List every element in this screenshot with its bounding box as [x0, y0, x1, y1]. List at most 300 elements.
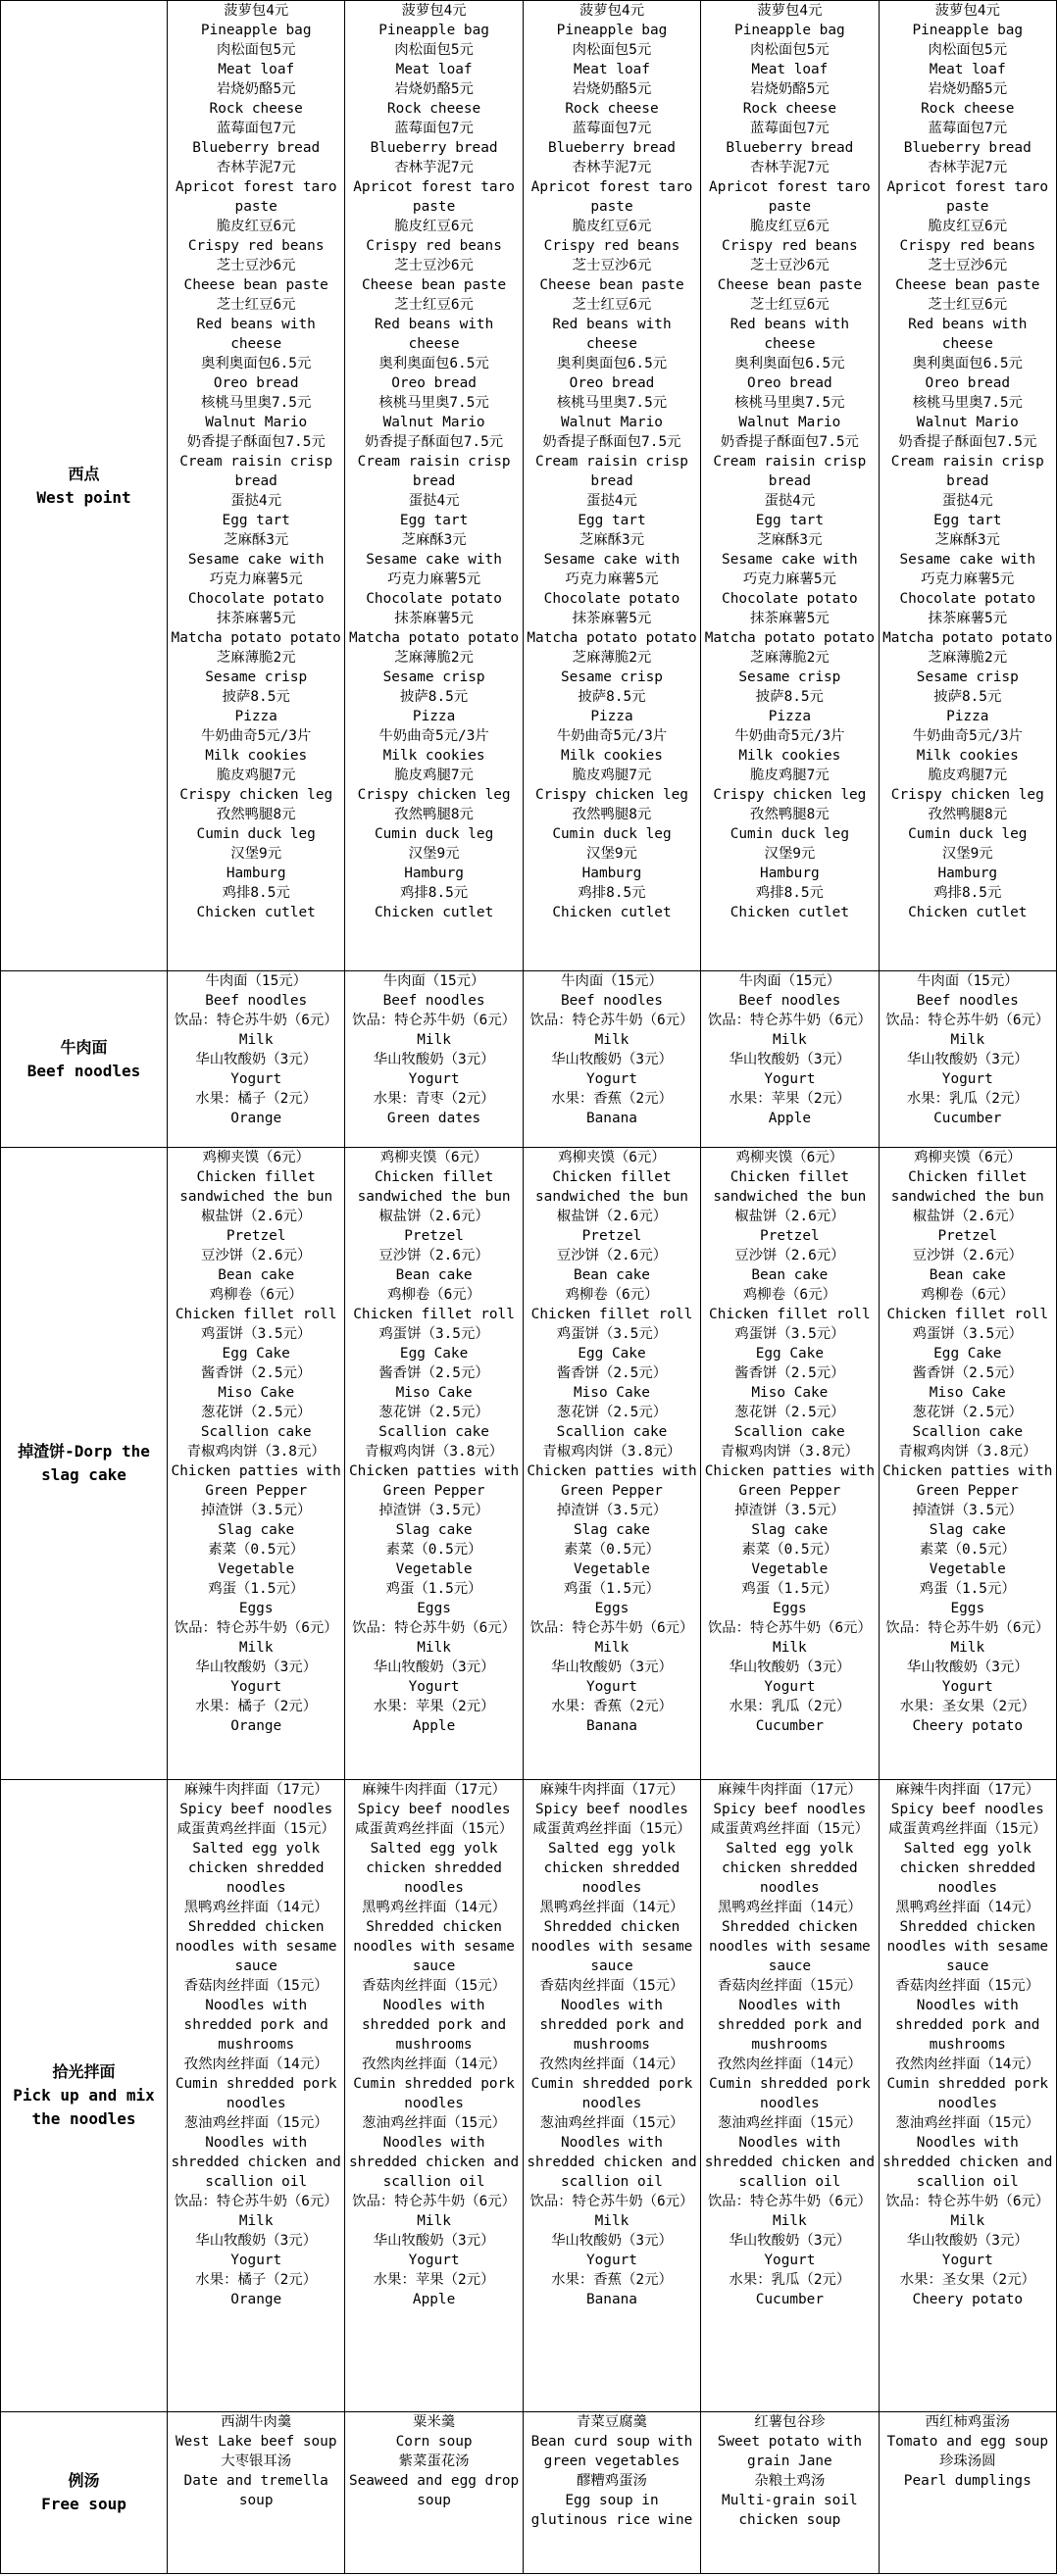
menu-item-line: Crispy chicken leg [713, 787, 867, 803]
menu-item-line: Bean cake [395, 1267, 473, 1283]
menu-item-line: 粟米羹 [412, 2414, 456, 2430]
menu-item-line: Rock cheese [742, 101, 837, 117]
category-cell [1, 1780, 168, 2412]
menu-item-line: 肉松面包5元 [928, 42, 1008, 58]
day-menu-cell [701, 1148, 879, 1780]
menu-item-line: Egg Cake [222, 1346, 290, 1362]
menu-item-line: Cheese bean paste [895, 277, 1040, 293]
menu-item-line: Miso Cake [573, 1385, 650, 1401]
day-menu-cell [879, 1780, 1056, 2412]
menu-item-line: 杏林芋泥7元 [216, 160, 296, 175]
menu-item-line: 咸蛋黄鸡丝拌面（15元） [710, 1821, 869, 1837]
menu-item-line: Chocolate potato [722, 591, 858, 607]
day-menu-cell [523, 1780, 700, 2412]
menu-item-line: Rock cheese [386, 101, 481, 117]
menu-item-line: 饮品：特仑苏牛奶（6元） Milk [352, 2194, 517, 2229]
day-menu-cell [879, 1, 1056, 971]
menu-item-line: 青菜豆腐羹 [576, 2414, 647, 2430]
menu-item-line: 蓝莓面包7元 [750, 121, 830, 136]
menu-item-line: Apricot forest taro paste [175, 179, 337, 215]
menu-item-line: 素菜（0.5元） [919, 1542, 1016, 1558]
menu-item-line: 酱香饼（2.5元） [912, 1365, 1023, 1381]
menu-item-line: 水果：苹果（2元） [373, 2272, 495, 2288]
menu-item-line: Scallion cake [556, 1424, 668, 1440]
menu-item-line: Beef noodles [205, 993, 308, 1009]
menu-item-line: Matcha potato potato [348, 630, 520, 646]
menu-item-line: Slag cake [218, 1522, 295, 1538]
category-name-en: West point [36, 487, 131, 507]
menu-row [1, 1780, 1057, 2412]
menu-item-line: 水果：橘子（2元） [195, 1091, 318, 1107]
menu-item-line: 水果：青枣（2元） [373, 1091, 495, 1107]
menu-item-line: Chicken cutlet [908, 905, 1028, 920]
menu-item-line: 鸡蛋（1.5元） [564, 1581, 660, 1597]
menu-item-line: Yogurt [941, 1679, 993, 1695]
menu-item-line: 华山牧酸奶（3元） [729, 2233, 851, 2249]
menu-item-line: 脆皮红豆6元 [572, 219, 652, 234]
menu-item-line: 牛肉面（15元） [205, 973, 308, 989]
menu-item-line: 椒盐饼（2.6元） [378, 1209, 489, 1224]
menu-item-line: 华山牧酸奶（3元） [373, 2233, 495, 2249]
menu-item-line: Orange [230, 1111, 282, 1126]
menu-item-line: 水果：香蕉（2元） [551, 2272, 673, 2288]
menu-item-line: 牛肉面（15元） [738, 973, 841, 989]
menu-item-line: 水果：橘子（2元） [195, 1699, 318, 1714]
menu-item-line: Blueberry bread [192, 140, 321, 156]
menu-item-line: Pretzel [404, 1228, 464, 1244]
menu-item-line: 披萨8.5元 [578, 689, 646, 705]
day-menu-cell [345, 1780, 523, 2412]
menu-item-line: 孜然鸭腿8元 [572, 807, 652, 822]
menu-item-line: Salted egg yolk chicken shredded noodles [722, 1841, 858, 1896]
menu-item-line: 芝士豆沙6元 [928, 258, 1008, 273]
menu-item-line: Milk cookies [382, 748, 485, 764]
menu-item-line: Apple [412, 2292, 456, 2307]
menu-item-line: 水果：苹果（2元） [373, 1699, 495, 1714]
menu-item-line: Oreo bread [925, 375, 1011, 391]
menu-item-line: 核桃马里奥7.5元 [201, 395, 312, 411]
menu-item-line: Salted egg yolk chicken shredded noodles [187, 1841, 325, 1896]
menu-item-line: 饮品：特仑苏牛奶（6元） Milk [707, 2194, 872, 2229]
menu-item-line: 芝士豆沙6元 [216, 258, 296, 273]
menu-item-line: Cheese bean paste [717, 277, 863, 293]
day-menu-cell [879, 2412, 1056, 2574]
menu-item-line: Chicken patties with Green Pepper [882, 1463, 1053, 1499]
menu-item-line: 芝麻薄脆2元 [572, 650, 652, 666]
menu-item-line: Yogurt [585, 2253, 637, 2268]
day-menu-cell [701, 971, 879, 1148]
menu-item-line: Chicken fillet roll [709, 1307, 871, 1322]
menu-item-line: 蛋挞4元 [586, 493, 637, 509]
menu-item-line: Chicken patties with Green Pepper [171, 1463, 341, 1499]
menu-item-line: Noodles with shredded pork and mushrooms [717, 1998, 863, 2053]
menu-item-line: Salted egg yolk chicken shredded noodles [899, 1841, 1036, 1896]
menu-item-line: Pretzel [937, 1228, 998, 1244]
menu-item-line: 华山牧酸奶（3元） [195, 1660, 318, 1675]
menu-item-line: Miso Cake [218, 1385, 295, 1401]
menu-item-line: 芝麻酥3元 [224, 532, 289, 548]
menu-item-line: 鸡柳夹馍（6元） [558, 1150, 666, 1165]
menu-item-line: Oreo bread [747, 375, 832, 391]
menu-item-line: 脆皮鸡腿7元 [572, 768, 652, 783]
menu-item-line: 鸡蛋饼（3.5元） [556, 1326, 668, 1342]
category-name-cn: 拾光拌面 [52, 2062, 116, 2081]
day-menu-cell [168, 2412, 345, 2574]
menu-item-line: 孜然肉丝拌面（14元） [717, 2056, 862, 2072]
day-menu-cell [345, 971, 523, 1148]
menu-item-line: 菠萝包4元 [401, 3, 467, 19]
menu-item-line: 鸡蛋饼（3.5元） [378, 1326, 489, 1342]
menu-item-line: Multi-grain soil chicken soup [722, 2493, 858, 2528]
menu-item-line: 华山牧酸奶（3元） [906, 1660, 1029, 1675]
menu-item-line: 牛肉面（15元） [916, 973, 1019, 989]
menu-item-line: Bean curd soup with green vegetables [530, 2434, 693, 2469]
menu-item-line: 水果：香蕉（2元） [551, 1091, 673, 1107]
menu-item-line: Egg soup in glutinous rice wine [530, 2493, 693, 2528]
menu-item-line: 鸡蛋（1.5元） [919, 1581, 1016, 1597]
menu-item-line: Salted egg yolk chicken shredded noodles [366, 1841, 502, 1896]
day-menu-cell [879, 971, 1056, 1148]
menu-item-line: 紫菜蛋花汤 [398, 2453, 470, 2469]
menu-item-line: Yogurt [230, 1679, 282, 1695]
menu-item-line: 葱花饼（2.5元） [912, 1405, 1023, 1420]
menu-item-line: 芝士红豆6元 [394, 297, 474, 313]
menu-item-line: Oreo bread [391, 375, 477, 391]
menu-item-line: 芝士红豆6元 [928, 297, 1008, 313]
menu-item-line: 华山牧酸奶（3元） [373, 1660, 495, 1675]
menu-item-line: 葱花饼（2.5元） [556, 1405, 668, 1420]
menu-item-line: 芝士红豆6元 [750, 297, 830, 313]
menu-item-line: Vegetable [751, 1561, 829, 1577]
menu-item-line: Cream raisin crisp bread [890, 454, 1044, 489]
menu-item-line: Beef noodles [738, 993, 841, 1009]
menu-item-line: Noodles with shredded chicken and scallion oil [882, 2135, 1053, 2190]
menu-item-line: Sweet potato with grain Jane [717, 2434, 863, 2469]
menu-item-line: Chocolate potato [543, 591, 680, 607]
menu-item-line: 芝麻酥3元 [757, 532, 823, 548]
day-menu-cell [345, 1148, 523, 1780]
menu-item-line: Yogurt [408, 2253, 460, 2268]
day-menu-cell [701, 1780, 879, 2412]
menu-item-line: 牛奶曲奇5元/3片 [201, 728, 312, 744]
menu-item-line: Pretzel [581, 1228, 642, 1244]
menu-item-line: Slag cake [573, 1522, 650, 1538]
menu-item-line: Spicy beef noodles [179, 1802, 333, 1817]
menu-item-line: 椒盐饼（2.6元） [201, 1209, 312, 1224]
menu-item-line: 杏林芋泥7元 [394, 160, 474, 175]
menu-item-line: 肉松面包5元 [216, 42, 296, 58]
menu-item-line: 椒盐饼（2.6元） [912, 1209, 1023, 1224]
menu-item-line: Scallion cake [200, 1424, 312, 1440]
menu-item-line: Yogurt [585, 1071, 637, 1087]
menu-item-line: 豆沙饼（2.6元） [378, 1248, 489, 1263]
menu-item-line: 咸蛋黄鸡丝拌面（15元） [532, 1821, 691, 1837]
menu-item-line: 岩烧奶酪5元 [394, 81, 474, 97]
menu-item-line: Slag cake [751, 1522, 829, 1538]
menu-item-line: Blueberry bread [726, 140, 854, 156]
menu-item-line: Cheese bean paste [361, 277, 507, 293]
menu-item-line: Sesame crisp [916, 669, 1019, 685]
menu-item-line: 芝士豆沙6元 [750, 258, 830, 273]
menu-item-line: 麻辣牛肉拌面（17元） [717, 1782, 862, 1798]
menu-item-line: Bean cake [929, 1267, 1006, 1283]
menu-item-line: 孜然肉丝拌面（14元） [895, 2056, 1040, 2072]
menu-item-line: 汉堡9元 [230, 846, 282, 862]
menu-item-line: 汉堡9元 [408, 846, 460, 862]
menu-item-line: Cumin duck leg [552, 826, 672, 842]
menu-item-line: 椒盐饼（2.6元） [556, 1209, 668, 1224]
menu-item-line: 抹茶麻薯5元 [394, 611, 474, 626]
menu-item-line: 奥利奥面包6.5元 [556, 356, 668, 372]
menu-item-line: Scallion cake [378, 1424, 489, 1440]
menu-item-line: Vegetable [573, 1561, 650, 1577]
menu-item-line: Walnut Mario [560, 415, 663, 430]
menu-item-line: Crispy red beans [187, 238, 325, 254]
category-name-cn: 例汤 [68, 2471, 100, 2490]
menu-item-line: 鸡柳卷（6元） [742, 1287, 836, 1303]
menu-item-line: Banana [585, 1111, 637, 1126]
menu-item-line: 奶香提子酥面包7.5元 [898, 434, 1037, 450]
menu-item-line: 水果：香蕉（2元） [551, 1699, 673, 1714]
menu-item-line: 岩烧奶酪5元 [216, 81, 296, 97]
menu-item-line: Milk cookies [916, 748, 1019, 764]
menu-item-line: 鸡排8.5元 [578, 885, 646, 901]
menu-item-line: Yogurt [941, 1071, 993, 1087]
menu-item-line: 华山牧酸奶（3元） [906, 2233, 1029, 2249]
menu-item-line: Crispy chicken leg [535, 787, 688, 803]
category-name-en: Beef noodles [26, 1061, 141, 1080]
menu-item-line: 鸡排8.5元 [755, 885, 824, 901]
menu-item-line: 红薯包谷珍 [754, 2414, 826, 2430]
menu-item-line: 岩烧奶酪5元 [928, 81, 1008, 97]
menu-item-line: 菠萝包4元 [579, 3, 645, 19]
menu-item-line: 香菇肉丝拌面（15元） [895, 1978, 1040, 1994]
menu-item-line: Sesame cake with [366, 552, 502, 568]
menu-item-line: Egg tart [399, 513, 469, 528]
category-cell [1, 971, 168, 1148]
menu-item-line: 牛奶曲奇5元/3片 [556, 728, 668, 744]
menu-item-line: 脆皮鸡腿7元 [750, 768, 830, 783]
menu-item-line: 抹茶麻薯5元 [572, 611, 652, 626]
menu-item-line: 肉松面包5元 [572, 42, 652, 58]
menu-item-line: Chicken fillet roll [353, 1307, 515, 1322]
menu-item-line: 华山牧酸奶（3元） [551, 1052, 673, 1067]
menu-item-line: Red beans with cheese [730, 317, 850, 352]
menu-item-line: Cheery potato [912, 2292, 1024, 2307]
menu-item-line: Spicy beef noodles [890, 1802, 1044, 1817]
menu-item-line: Rock cheese [209, 101, 303, 117]
category-cell [1, 1148, 168, 1780]
menu-item-line: Red beans with cheese [196, 317, 316, 352]
menu-item-line: Chicken fillet sandwiched the bun [713, 1169, 867, 1205]
menu-item-line: Matcha potato potato [704, 630, 875, 646]
menu-item-line: 抹茶麻薯5元 [928, 611, 1008, 626]
menu-item-line: Chicken cutlet [374, 905, 494, 920]
menu-item-line: Chocolate potato [187, 591, 325, 607]
menu-item-line: 素菜（0.5元） [741, 1542, 838, 1558]
menu-item-line: Chicken fillet roll [886, 1307, 1049, 1322]
menu-item-line: 鸡排8.5元 [400, 885, 469, 901]
menu-item-line: 杏林芋泥7元 [928, 160, 1008, 175]
menu-item-line: Salted egg yolk chicken shredded noodles [543, 1841, 680, 1896]
menu-item-line: Hamburg [760, 866, 820, 881]
menu-item-line: 青椒鸡肉饼（3.8元） [186, 1444, 326, 1460]
menu-item-line: Matcha potato potato [882, 630, 1053, 646]
menu-item-line: Pizza [590, 709, 633, 724]
menu-item-line: 鸡柳卷（6元） [209, 1287, 303, 1303]
menu-item-line: Chicken fillet sandwiched the bun [890, 1169, 1044, 1205]
menu-item-line: 鸡排8.5元 [933, 885, 1002, 901]
menu-item-line: 汉堡9元 [764, 846, 816, 862]
menu-item-line: Eggs [773, 1601, 807, 1616]
menu-item-line: Spicy beef noodles [713, 1802, 867, 1817]
category-name-cn: 西点 [68, 464, 100, 483]
menu-item-line: Oreo bread [213, 375, 299, 391]
menu-item-line: 孜然肉丝拌面（14元） [183, 2056, 328, 2072]
day-menu-cell [879, 1148, 1056, 1780]
menu-item-line: 奥利奥面包6.5元 [201, 356, 312, 372]
menu-item-line: Apple [768, 1111, 812, 1126]
menu-item-line: 华山牧酸奶（3元） [551, 1660, 673, 1675]
menu-item-line: Sesame cake with [187, 552, 325, 568]
menu-item-line: Bean cake [218, 1267, 295, 1283]
menu-item-line: 鸡柳夹馍（6元） [202, 1150, 310, 1165]
menu-item-line: 肉松面包5元 [750, 42, 830, 58]
menu-item-line: 芝士红豆6元 [216, 297, 296, 313]
menu-item-line: Sesame crisp [560, 669, 663, 685]
menu-item-line: Meat loaf [573, 62, 650, 77]
menu-item-line: Eggs [417, 1601, 451, 1616]
menu-item-line: Beef noodles [382, 993, 485, 1009]
menu-item-line: Tomato and egg soup [886, 2434, 1049, 2450]
menu-item-line: Yogurt [764, 1071, 816, 1087]
menu-item-line: 孜然肉丝拌面（14元） [362, 2056, 507, 2072]
menu-row [1, 1148, 1057, 1780]
menu-item-line: Miso Cake [751, 1385, 829, 1401]
menu-item-line: 鸡排8.5元 [222, 885, 290, 901]
menu-item-line: Yogurt [230, 1071, 282, 1087]
day-menu-cell [523, 2412, 700, 2574]
menu-item-line: 芝麻酥3元 [579, 532, 645, 548]
menu-item-line: Pizza [946, 709, 989, 724]
menu-item-line: Cheery potato [912, 1718, 1024, 1734]
menu-item-line: Shredded chicken noodles with sesame sauce [709, 1919, 871, 1974]
menu-item-line: Apricot forest taro paste [886, 179, 1049, 215]
menu-item-line: 杂粮土鸡汤 [754, 2473, 826, 2489]
menu-item-line: Apricot forest taro paste [709, 179, 871, 215]
menu-item-line: Cream raisin crisp bread [713, 454, 867, 489]
menu-item-line: 奶香提子酥面包7.5元 [365, 434, 504, 450]
menu-item-line: 脆皮鸡腿7元 [928, 768, 1008, 783]
menu-item-line: 饮品：特仑苏牛奶（6元） Milk [707, 1620, 872, 1656]
menu-item-line: 咸蛋黄鸡丝拌面（15元） [176, 1821, 335, 1837]
menu-item-line: Eggs [950, 1601, 985, 1616]
menu-item-line: 大枣银耳汤 [221, 2453, 292, 2469]
menu-item-line: Scallion cake [912, 1424, 1024, 1440]
menu-item-line: 蛋挞4元 [230, 493, 282, 509]
menu-item-line: Pretzel [760, 1228, 820, 1244]
day-menu-cell [701, 2412, 879, 2574]
menu-item-line: 披萨8.5元 [400, 689, 469, 705]
menu-item-line: Crispy red beans [722, 238, 858, 254]
menu-item-line: Cumin shredded pork noodles [530, 2076, 693, 2111]
day-menu-cell [523, 971, 700, 1148]
menu-item-line: 芝麻酥3元 [401, 532, 467, 548]
menu-item-line: Egg tart [933, 513, 1002, 528]
menu-item-line: Shredded chicken noodles with sesame sauce [530, 1919, 693, 1974]
menu-item-line: 芝麻酥3元 [934, 532, 1000, 548]
menu-item-line: 水果：圣女果（2元） [899, 1699, 1035, 1714]
menu-item-line: 青椒鸡肉饼（3.8元） [720, 1444, 859, 1460]
menu-item-line: Chicken fillet sandwiched the bun [179, 1169, 333, 1205]
menu-item-line: 华山牧酸奶（3元） [195, 1052, 318, 1067]
menu-item-line: 香菇肉丝拌面（15元） [717, 1978, 862, 1994]
menu-item-line: 牛奶曲奇5元/3片 [378, 728, 489, 744]
menu-item-line: 脆皮鸡腿7元 [394, 768, 474, 783]
menu-item-line: 鸡柳卷（6元） [387, 1287, 481, 1303]
menu-item-line: 奶香提子酥面包7.5元 [720, 434, 859, 450]
menu-item-line: 麻辣牛肉拌面（17元） [895, 1782, 1040, 1798]
menu-item-line: 香菇肉丝拌面（15元） [183, 1978, 328, 1994]
menu-item-line: Noodles with shredded pork and mushrooms [539, 1998, 684, 2053]
menu-item-line: 岩烧奶酪5元 [572, 81, 652, 97]
menu-item-line: 西湖牛肉羹 [221, 2414, 292, 2430]
menu-item-line: Pineapple bag [734, 23, 845, 38]
menu-item-line: Slag cake [929, 1522, 1006, 1538]
menu-item-line: 青椒鸡肉饼（3.8元） [542, 1444, 681, 1460]
menu-item-line: 华山牧酸奶（3元） [906, 1052, 1029, 1067]
menu-item-line: 酱香饼（2.5元） [378, 1365, 489, 1381]
menu-item-line: Cumin shredded pork noodles [175, 2076, 337, 2111]
menu-item-line: 华山牧酸奶（3元） [195, 2233, 318, 2249]
menu-item-line: Chicken cutlet [196, 905, 316, 920]
menu-item-line: 抹茶麻薯5元 [216, 611, 296, 626]
menu-item-line: Cumin duck leg [374, 826, 494, 842]
menu-item-line: 葱花饼（2.5元） [734, 1405, 845, 1420]
menu-item-line: Crispy chicken leg [890, 787, 1044, 803]
menu-item-line: 酱香饼（2.5元） [556, 1365, 668, 1381]
menu-item-line: West Lake beef soup [175, 2434, 337, 2450]
menu-item-line: Sesame cake with [722, 552, 858, 568]
menu-item-line: Yogurt [764, 2253, 816, 2268]
menu-item-line: Matcha potato potato [171, 630, 341, 646]
menu-item-line: 孜然肉丝拌面（14元） [539, 2056, 684, 2072]
menu-item-line: Seaweed and egg drop soup [348, 2473, 520, 2508]
menu-item-line: 汉堡9元 [941, 846, 993, 862]
menu-item-line: 饮品：特仑苏牛奶（6元） Milk [529, 2194, 694, 2229]
menu-item-line: 酱香饼（2.5元） [734, 1365, 845, 1381]
menu-item-line: Pearl dumplings [903, 2473, 1032, 2489]
menu-item-line: Crispy red beans [366, 238, 502, 254]
menu-item-line: Hamburg [226, 866, 286, 881]
menu-item-line: Bean cake [751, 1267, 829, 1283]
menu-item-line: 汉堡9元 [586, 846, 637, 862]
menu-item-line: 奥利奥面包6.5元 [912, 356, 1023, 372]
menu-item-line: Chicken cutlet [552, 905, 672, 920]
menu-item-line: Egg tart [578, 513, 646, 528]
menu-item-line: Red beans with cheese [374, 317, 494, 352]
menu-item-line: 水果：橘子（2元） [195, 2272, 318, 2288]
menu-item-line: Scallion cake [734, 1424, 845, 1440]
menu-item-line: 华山牧酸奶（3元） [729, 1660, 851, 1675]
category-name-en: Pick up and mix the noodles [13, 2086, 155, 2128]
menu-item-line: 孜然鸭腿8元 [750, 807, 830, 822]
menu-item-line: 奶香提子酥面包7.5元 [542, 434, 681, 450]
menu-item-line: Egg tart [755, 513, 825, 528]
menu-item-line: 水果：乳瓜（2元） [729, 2272, 851, 2288]
menu-item-line: Eggs [238, 1601, 274, 1616]
day-menu-cell [168, 1, 345, 971]
